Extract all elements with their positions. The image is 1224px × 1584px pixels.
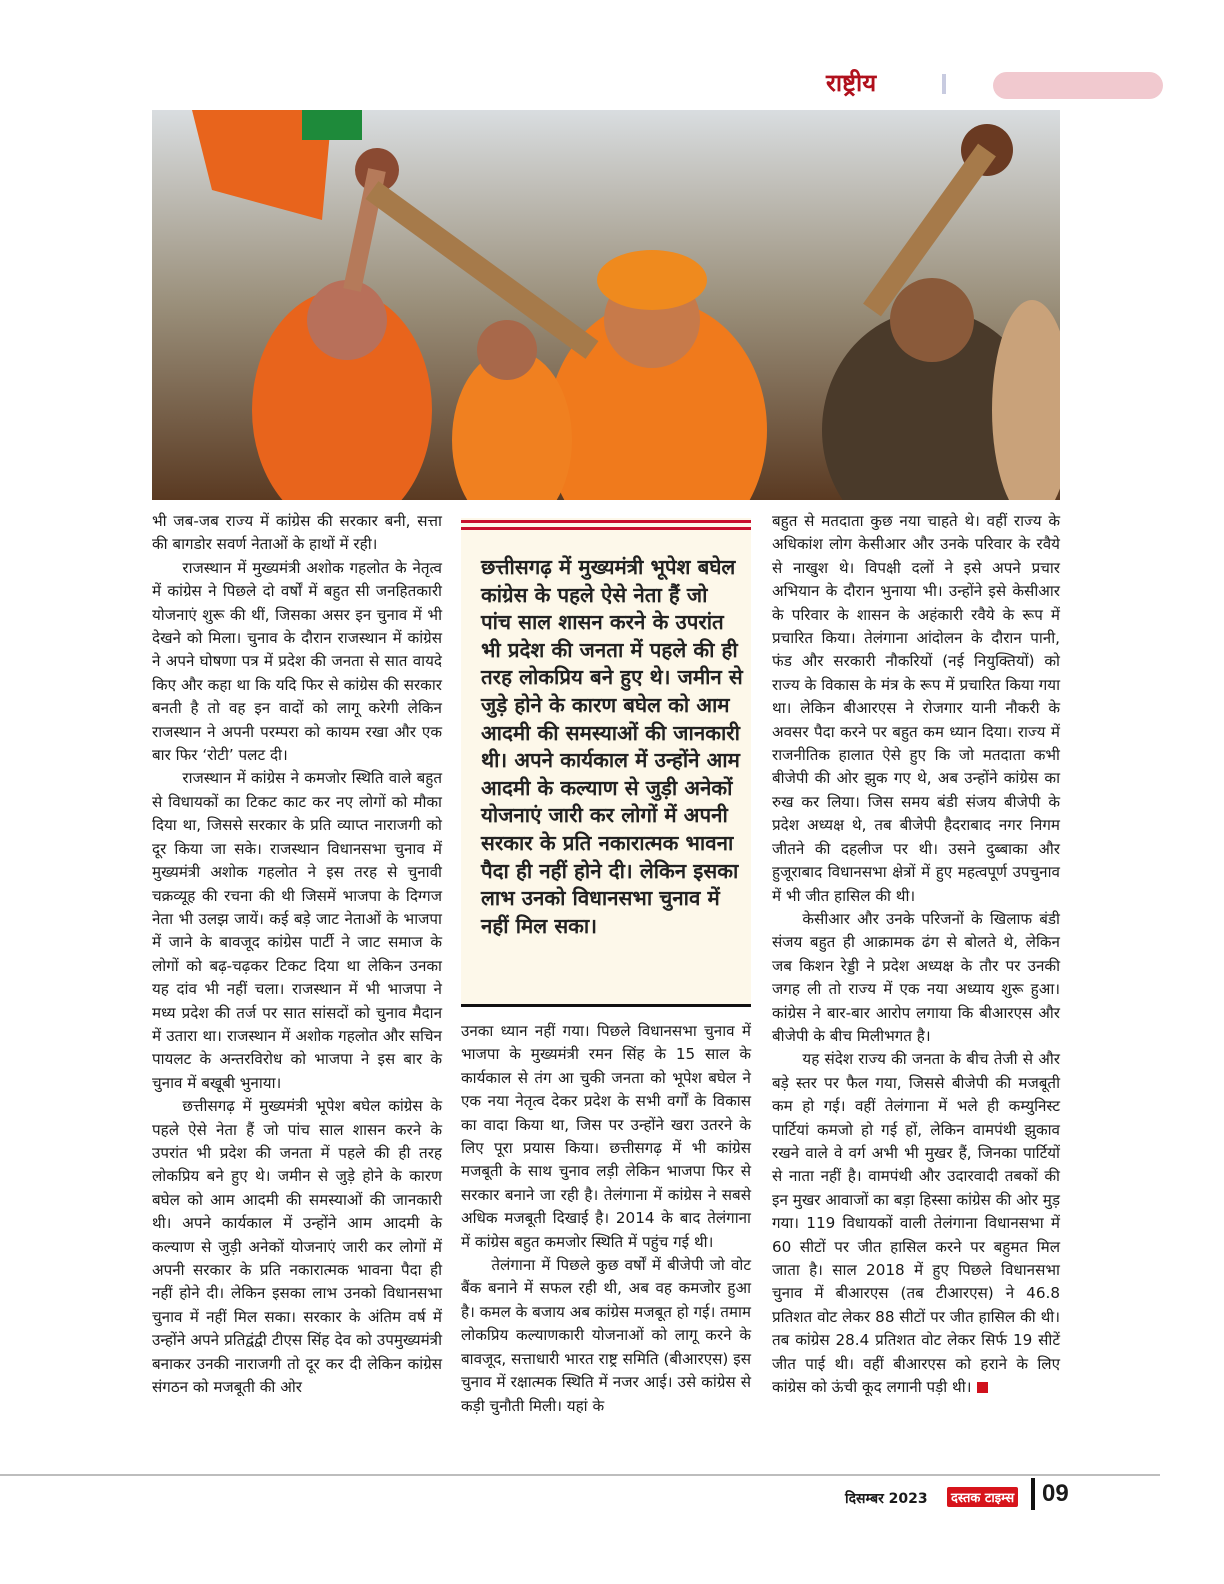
magazine-logo: दस्तक टाइम्स <box>947 1487 1018 1507</box>
paragraph-last <box>772 1048 1060 1399</box>
article-column-2 <box>461 1020 751 1418</box>
paragraph: राजस्थान में मुख्यमंत्री अशोक गहलोत के नेतृत्व में कांग्रेस ने पिछले दो वर्षों में बहुत सी जनहितकारी योजनाएं शुरू की थीं, जिसका असर इन चुनाव में भी देखने को मिला। चुनाव के दौरान राजस्थान में कांग्रेस ने अपने घोषणा पत्र में प्रदेश की जनता से सात वायदे किए और कहा था कि यदि फिर से कांग्रेस की सरकार बनती है तो वह इन वादों को लागू करेगी लेकिन राजस्थान ने अपनी परम्परा को कायम रखा और एक बार फिर ‘रोटी’ पलट दी। <box>152 558 442 765</box>
pull-quote-text: छत्तीसगढ़ में मुख्यमंत्री भूपेश बघेल कांग्रेस के पहले ऐसे नेता हैं जो पांच साल शासन करने के उपरांत भी प्रदेश की जनता में पहले की ही तरह लोकप्रिय बने हुए थे। जमीन से जुड़े होने के कारण बघेल को आम आदमी की समस्याओं की जानकारी थी। अपने कार्यकाल में उन्होंने आम आदमी के कल्याण से जुड़ी अनेकों योजनाएं जारी कर लोगों में अपनी सरकार के प्रति नकारात्मक भावना पैदा ही नहीं होने दी। लेकिन इसका लाभ उनको विधानसभा चुनाव में नहीं मिल सका। <box>481 555 743 938</box>
pull-quote-box <box>461 518 751 1007</box>
footer-divider <box>0 1474 1160 1476</box>
paragraph: राजस्थान में कांग्रेस ने कमजोर स्थिति वाले बहुत से विधायकों का टिकट काट कर नए लोगों को मौका दिया था, जिससे सरकार के प्रति व्याप्त नाराजगी को दूर किया जा सके। राजस्थान विधानसभा चुनाव में मुख्यमंत्री अशोक गहलोत ने इस तरह से चुनावी चक्रव्यूह की रचना की थी जिसमें भाजपा के दिग्गज नेता भी उलझ जायें। कई बड़े जाट नेताओं के भाजपा में जाने के बावजूद कांग्रेस पार्टी ने जाट समाज के लोगों को बढ़-चढ़कर टिकट दिया था लेकिन उनका यह दांव भी नहीं चला। राजस्थान में भी भाजपा ने मध्य प्रदेश की तर्ज पर सात सांसदों को चुनाव मैदान में उतारा था। राजस्थान में अशोक गहलोत और सचिन पायलट के अन्तरविरोध को भाजपा ने इस बार के चुनाव में बखूबी भुनाया। <box>152 769 442 1092</box>
end-mark-icon <box>977 1382 988 1393</box>
quote-rule-second <box>461 527 751 530</box>
header-pill-decoration <box>993 72 1163 99</box>
header-divider <box>942 74 946 94</box>
footer-bar <box>1031 1478 1035 1510</box>
section-label: राष्ट्रीय <box>826 69 877 97</box>
celebrating-crowd-photo <box>152 110 1060 500</box>
article-column-1 <box>152 510 442 1399</box>
quote-rule-top <box>461 520 751 523</box>
paragraph: भी जब-जब राज्य में कांग्रेस की सरकार बनी, सत्ता की बागडोर सवर्ण नेताओं के हाथों में रही। <box>152 512 442 554</box>
issue-date: दिसम्बर 2023 <box>845 1491 928 1507</box>
paragraph: छत्तीसगढ़ में मुख्यमंत्री भूपेश बघेल कांग्रेस के पहले ऐसे नेता हैं जो पांच साल शासन करने के उपरांत भी प्रदेश की जनता में पहले की ही तरह लोकप्रिय बने हुए थे। जमीन से जुड़े होने के कारण बघेल को आम आदमी की समस्याओं की जानकारी थी। अपने कार्यकाल में उन्होंने आम आदमी के कल्याण से जुड़ी अनेकों योजनाएं जारी कर लोगों में अपनी सरकार के प्रति नकारात्मक भावना पैदा ही नहीं होने दी। लेकिन इसका लाभ उनको विधानसभा चुनाव में नहीं मिल सका। सरकार के अंतिम वर्ष में उन्होंने अपने प्रतिद्वंद्वी टीएस सिंह देव को उपमुख्यमंत्री बनाकर उनकी नाराजगी तो दूर कर दी लेकिन कांग्रेस संगठन को मजबूती की ओर <box>152 1097 442 1397</box>
article-column-3 <box>772 510 1060 1399</box>
page-number: 09 <box>1042 1480 1069 1507</box>
paragraph: तेलंगाना में पिछले कुछ वर्षों में बीजेपी जो वोट बैंक बनाने में सफल रही थी, अब वह कमजोर हुआ है। कमल के बजाय अब कांग्रेस मजबूत हो गई। तमाम लोकप्रिय कल्याणकारी योजनाओं को लागू करने के बावजूद, सत्ताधारी भारत राष्ट्र समिति (बीआरएस) इस चुनाव में रक्षात्मक स्थिति में नजर आई। उसे कांग्रेस से कड़ी चुनौती मिली। यहां के <box>461 1256 751 1415</box>
paragraph-text: यह संदेश राज्य की जनता के बीच तेजी से और बड़े स्तर पर फैल गया, जिससे बीजेपी की मजबूती कम हो गई। वहीं तेलंगाना में भले ही कम्युनिस्ट पार्टियां कमजो हो गई हों, लेकिन वामपंथी झुकाव रखने वाले वे वर्ग अभी भी मुखर हैं, जिनका पार्टियों से नाता नहीं है। वामपंथी और उदारवादी तबकों की इन मुखर आवाजों का बड़ा हिस्सा कांग्रेस की ओर मुड़ गया। 119 विधायकों वाली तेलंगाना विधानसभा में 60 सीटों पर जीत हासिल करने पर बहुमत मिल जाता है। साल 2018 में हुए पिछले विधानसभा चुनाव में बीआरएस (तब टीआरएस) ने 46.8 प्रतिशत वोट लेकर 88 सीटों पर जीत हासिल की थी। तब कांग्रेस 28.4 प्रतिशत वोट लेकर सिर्फ 19 सीटें जीत पाई थी। वहीं बीआरएस को हराने के लिए कांग्रेस को ऊंची कूद लगानी पड़ी थी। <box>772 1050 1060 1397</box>
paragraph: केसीआर और उनके परिजनों के खिलाफ बंडी संजय बहुत ही आक्रामक ढंग से बोलते थे, लेकिन जब किशन रेड्डी ने प्रदेश अध्यक्ष के तौर पर उनकी जगह ली तो राज्य में एक नया अध्याय शुरू हुआ। कांग्रेस ने बार-बार आरोप लगाया कि बीआरएस और बीजेपी के बीच मिलीभगत है। <box>772 909 1060 1045</box>
paragraph: उनका ध्यान नहीं गया। पिछले विधानसभा चुनाव में भाजपा के मुख्यमंत्री रमन सिंह के 15 साल के कार्यकाल से तंग आ चुकी जनता को भूपेश बघेल ने एक नया नेतृत्व देकर प्रदेश के सभी वर्गों के विकास का वादा किया था, जिस पर उन्होंने खरा उतरने के लिए पूरा प्रयास किया। छत्तीसगढ़ में भी कांग्रेस मजबूती के साथ चुनाव लड़ी लेकिन भाजपा फिर से सरकार बनाने जा रही है। तेलंगाना में कांग्रेस ने सबसे अधिक मजबूती दिखाई है। 2014 के बाद तेलंगाना में कांग्रेस बहुत कमजोर स्थिति में पहुंच गई थी। <box>461 1022 751 1251</box>
article-photo <box>152 110 1060 500</box>
paragraph: बहुत से मतदाता कुछ नया चाहते थे। वहीं राज्य के अधिकांश लोग केसीआर और उनके परिवार के रवैये से नाखुश थे। विपक्षी दलों ने इसे अपने प्रचार अभियान के दौरान भुनाया भी। उन्होंने इसे केसीआर के परिवार के शासन के अहंकारी रवैये के रूप में प्रचारित किया। तेलंगाना आंदोलन के दौरान पानी, फंड और सरकारी नौकरियों (नई नियुक्तियों) को राज्य के विकास के मंत्र के रूप में प्रचारित किया गया था। लेकिन बीआरएस ने रोजगार यानी नौकरी के अवसर पैदा करने पर बहुत कम ध्यान दिया। राज्य में राजनीतिक हालात ऐसे हुए कि जो मतदाता कभी बीजेपी की ओर झुक गए थे, अब उन्होंने कांग्रेस का रुख कर लिया। जिस समय बंडी संजय बीजेपी के प्रदेश अध्यक्ष थे, तब बीजेपी हैदराबाद नगर निगम जीतने की दहलीज पर थी। उसने दुब्बाका और हुजूराबाद विधानसभा क्षेत्रों में हुए महत्वपूर्ण उपचुनाव में भी जीत हासिल की थी। <box>772 512 1060 905</box>
